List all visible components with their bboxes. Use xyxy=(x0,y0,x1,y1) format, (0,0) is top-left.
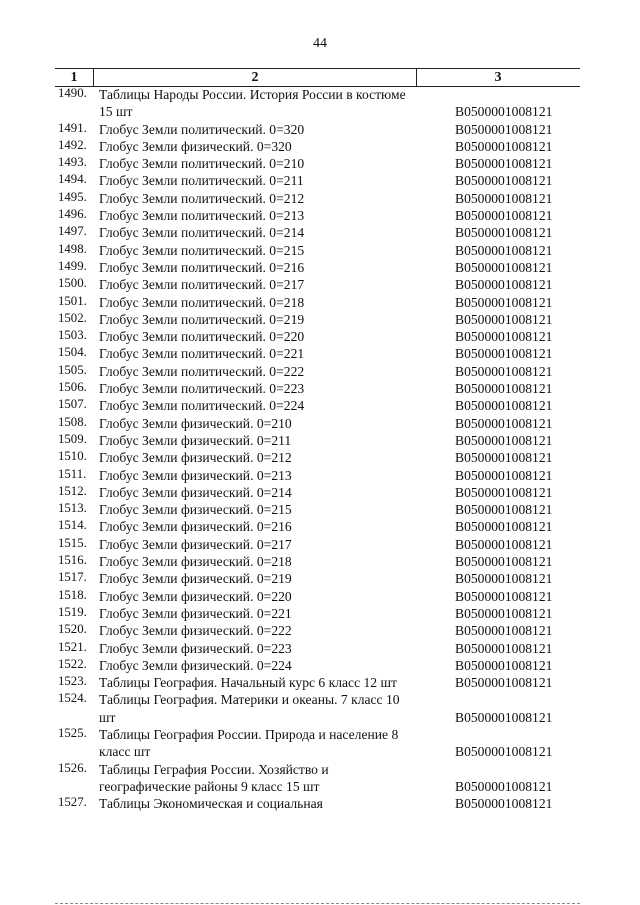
table-row xyxy=(55,553,585,570)
row-number: 1516. xyxy=(58,553,87,568)
page-number: 44 xyxy=(313,36,327,51)
item-name: Глобус Земли политический. 0=219 xyxy=(99,311,305,327)
table-header xyxy=(55,68,580,87)
row-number: 1511. xyxy=(58,466,87,481)
item-code: B0500001008121 xyxy=(455,173,553,189)
item-code: B0500001008121 xyxy=(455,623,553,639)
row-number: 1510. xyxy=(58,449,87,464)
item-name: Глобус Земли физический. 0=210 xyxy=(99,415,292,431)
item-code: B0500001008121 xyxy=(455,709,553,725)
item-code: B0500001008121 xyxy=(455,381,553,397)
item-name: Глобус Земли политический. 0=211 xyxy=(99,173,304,189)
row-number: 1506. xyxy=(58,380,87,395)
table-row xyxy=(55,259,585,276)
item-code: B0500001008121 xyxy=(455,329,553,345)
row-number: 1492. xyxy=(58,137,87,152)
item-code: B0500001008121 xyxy=(455,744,553,760)
row-number: 1501. xyxy=(58,293,87,308)
item-code: B0500001008121 xyxy=(455,605,553,621)
table-row xyxy=(55,501,585,518)
row-number: 1491. xyxy=(58,120,87,135)
item-name: Глобус Земли физический. 0=218 xyxy=(99,554,292,570)
table-row xyxy=(55,224,585,241)
row-number: 1515. xyxy=(58,535,87,550)
table-row xyxy=(55,674,585,691)
row-number: 1513. xyxy=(58,501,87,516)
row-number: 1507. xyxy=(58,397,87,412)
item-code: B0500001008121 xyxy=(455,796,553,812)
table-row xyxy=(55,207,585,224)
item-code: B0500001008121 xyxy=(455,294,553,310)
table-row xyxy=(55,657,585,674)
row-number: 1496. xyxy=(58,207,87,222)
item-name: Глобус Земли политический. 0=213 xyxy=(99,208,305,224)
row-number: 1522. xyxy=(58,656,87,671)
table-row xyxy=(55,138,585,155)
row-number: 1518. xyxy=(58,587,87,602)
row-number: 1509. xyxy=(58,431,87,446)
table-row xyxy=(55,795,585,812)
row-number: 1494. xyxy=(58,172,87,187)
item-code: B0500001008121 xyxy=(455,363,553,379)
item-name: Глобус Земли физический. 0=217 xyxy=(99,536,292,552)
item-code: B0500001008121 xyxy=(455,415,553,431)
item-name: Глобус Земли физический. 0=224 xyxy=(99,657,292,673)
item-code: B0500001008121 xyxy=(455,432,553,448)
table-row xyxy=(55,570,585,587)
item-name: Глобус Земли политический. 0=216 xyxy=(99,259,305,275)
row-number: 1521. xyxy=(58,639,87,654)
item-name: Глобус Земли физический. 0=221 xyxy=(99,605,292,621)
item-code: B0500001008121 xyxy=(455,104,553,120)
row-number: 1505. xyxy=(58,362,87,377)
table-row xyxy=(55,432,585,449)
item-code: B0500001008121 xyxy=(455,675,553,691)
item-name: Глобус Земли физический. 0=216 xyxy=(99,519,292,535)
row-number: 1517. xyxy=(58,570,87,585)
item-name: Глобус Земли политический. 0=217 xyxy=(99,277,305,293)
item-code: B0500001008121 xyxy=(455,190,553,206)
table-row xyxy=(55,518,585,535)
table-row xyxy=(55,397,585,414)
item-code: B0500001008121 xyxy=(455,225,553,241)
item-name: Глобус Земли физический. 0=220 xyxy=(99,588,292,604)
table-row xyxy=(55,86,585,121)
item-code: B0500001008121 xyxy=(455,640,553,656)
item-code: B0500001008121 xyxy=(455,554,553,570)
item-code: B0500001008121 xyxy=(455,519,553,535)
table-row xyxy=(55,536,585,553)
column-header-2: 2 xyxy=(93,69,417,86)
item-code: B0500001008121 xyxy=(455,778,553,794)
table-row xyxy=(55,691,585,726)
item-name: Глобус Земли политический. 0=221 xyxy=(99,346,305,362)
row-number: 1497. xyxy=(58,224,87,239)
column-header-3: 3 xyxy=(494,70,502,85)
item-code: B0500001008121 xyxy=(455,398,553,414)
item-name: Таблицы География. Начальный курс 6 класс 12 шт xyxy=(99,675,397,691)
row-number: 1498. xyxy=(58,241,87,256)
item-code: B0500001008121 xyxy=(455,467,553,483)
item-name: Глобус Земли физический. 0=223 xyxy=(99,640,292,656)
item-code: B0500001008121 xyxy=(455,208,553,224)
table-row xyxy=(55,380,585,397)
row-number: 1508. xyxy=(58,414,87,429)
item-name: Таблицы Геграфия России. Хозяйство и географические районы 9 класс 15 шт xyxy=(99,761,329,794)
item-name: Глобус Земли политический. 0=214 xyxy=(99,225,305,241)
table-row xyxy=(55,588,585,605)
table-row xyxy=(55,605,585,622)
row-number: 1503. xyxy=(58,328,87,343)
item-name: Глобус Земли физический. 0=212 xyxy=(99,450,292,466)
item-code: B0500001008121 xyxy=(455,571,553,587)
table-body xyxy=(55,86,585,812)
table-row xyxy=(55,242,585,259)
table-row xyxy=(55,294,585,311)
table-row xyxy=(55,345,585,362)
table-row xyxy=(55,276,585,293)
item-name: Глобус Земли политический. 0=222 xyxy=(99,363,305,379)
table-row xyxy=(55,172,585,189)
item-name: Глобус Земли физический. 0=215 xyxy=(99,502,292,518)
item-code: B0500001008121 xyxy=(455,138,553,154)
table-row xyxy=(55,415,585,432)
table-row xyxy=(55,328,585,345)
table-row xyxy=(55,311,585,328)
item-name: Таблицы Экономическая и социальная xyxy=(99,796,323,812)
row-number: 1504. xyxy=(58,345,87,360)
row-number: 1525. xyxy=(58,725,87,740)
item-code: B0500001008121 xyxy=(455,156,553,172)
table-row xyxy=(55,190,585,207)
table-row xyxy=(55,155,585,172)
table-row xyxy=(55,640,585,657)
row-number: 1526. xyxy=(58,760,87,775)
row-number: 1519. xyxy=(58,604,87,619)
item-code: B0500001008121 xyxy=(455,346,553,362)
item-name: Таблицы Народы России. История России в костюме 15 шт xyxy=(99,87,406,120)
item-code: B0500001008121 xyxy=(455,277,553,293)
item-code: B0500001008121 xyxy=(455,502,553,518)
item-name: Глобус Земли политический. 0=320 xyxy=(99,121,305,137)
table-row xyxy=(55,121,585,138)
column-header-1: 1 xyxy=(70,70,78,85)
item-code: B0500001008121 xyxy=(455,259,553,275)
item-name: Глобус Земли политический. 0=210 xyxy=(99,156,305,172)
item-name: Глобус Земли политический. 0=215 xyxy=(99,242,305,258)
item-code: B0500001008121 xyxy=(455,484,553,500)
item-code: B0500001008121 xyxy=(455,536,553,552)
item-name: Глобус Земли политический. 0=224 xyxy=(99,398,305,414)
table-row xyxy=(55,761,585,796)
item-code: B0500001008121 xyxy=(455,657,553,673)
item-name: Глобус Земли политический. 0=212 xyxy=(99,190,305,206)
row-number: 1490. xyxy=(58,86,87,100)
row-number: 1502. xyxy=(58,310,87,325)
item-name: Глобус Земли физический. 0=213 xyxy=(99,467,292,483)
row-number: 1514. xyxy=(58,518,87,533)
row-number: 1523. xyxy=(58,674,87,689)
row-number: 1520. xyxy=(58,622,87,637)
item-name: Таблицы География России. Природа и население 8 класс шт xyxy=(99,726,399,760)
item-code: B0500001008121 xyxy=(455,242,553,258)
item-name: Глобус Земли физический. 0=214 xyxy=(99,484,292,500)
item-name: Глобус Земли политический. 0=220 xyxy=(99,329,305,345)
row-number: 1495. xyxy=(58,189,87,204)
item-name: Глобус Земли физический. 0=222 xyxy=(99,623,292,639)
row-number: 1527. xyxy=(58,795,87,810)
item-name: Глобус Земли политический. 0=223 xyxy=(99,381,305,397)
item-code: B0500001008121 xyxy=(455,450,553,466)
table-row xyxy=(55,449,585,466)
item-name: Глобус Земли физический. 0=211 xyxy=(99,432,292,448)
table-row xyxy=(55,622,585,639)
item-name: Таблицы География. Материки и океаны. 7 класс 10 шт xyxy=(99,692,400,725)
row-number: 1524. xyxy=(58,691,87,706)
bottom-divider xyxy=(55,903,580,904)
item-code: B0500001008121 xyxy=(455,311,553,327)
item-name: Глобус Земли политический. 0=218 xyxy=(99,294,305,310)
item-name: Глобус Земли физический. 0=320 xyxy=(99,138,292,154)
row-number: 1500. xyxy=(58,276,87,291)
row-number: 1499. xyxy=(58,258,87,273)
table-row xyxy=(55,363,585,380)
item-name: Глобус Земли физический. 0=219 xyxy=(99,571,292,587)
table-row xyxy=(55,467,585,484)
row-number: 1493. xyxy=(58,155,87,170)
row-number: 1512. xyxy=(58,483,87,498)
table-row xyxy=(55,484,585,501)
table-row xyxy=(55,726,585,761)
item-code: B0500001008121 xyxy=(455,588,553,604)
item-code: B0500001008121 xyxy=(455,121,553,137)
